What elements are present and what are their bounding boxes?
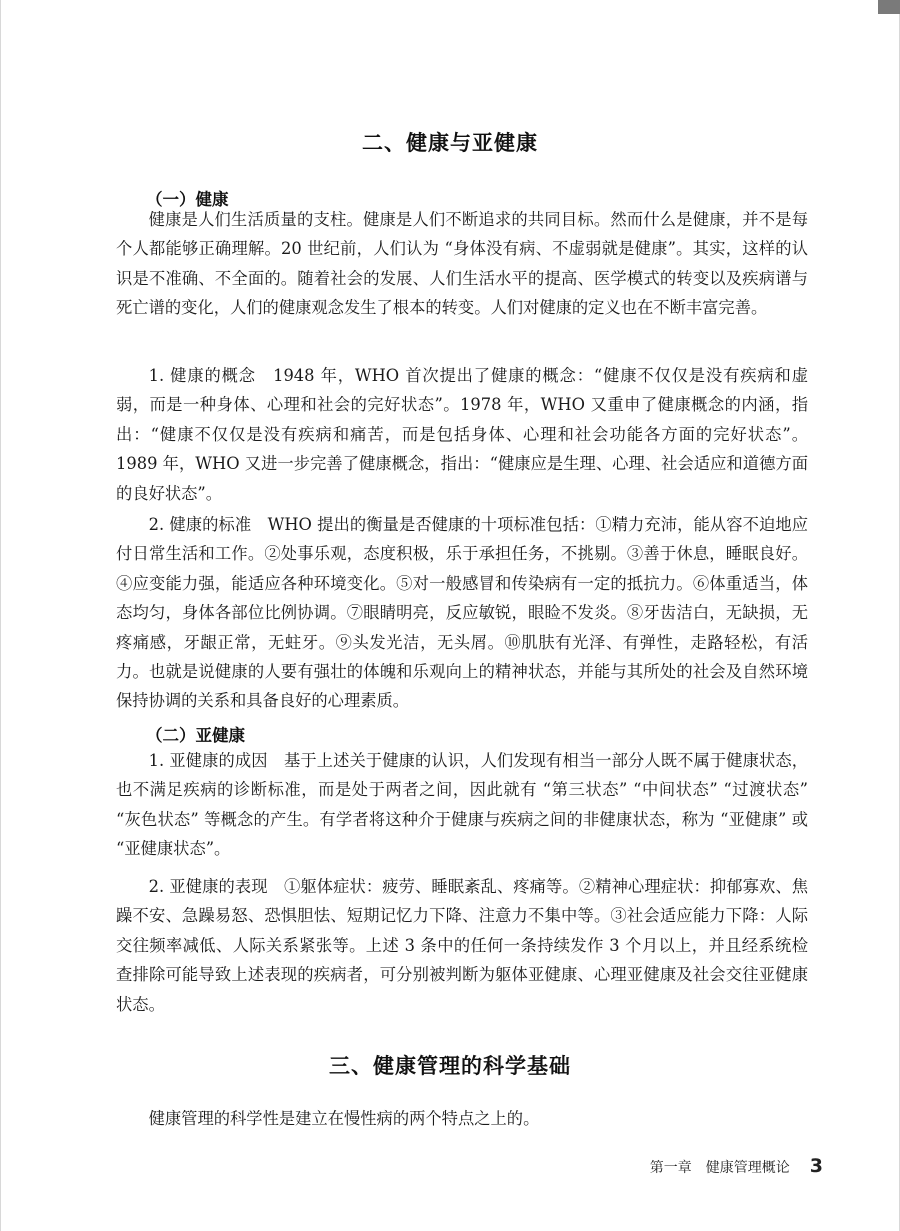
paragraph-health-standards	[116, 510, 808, 716]
paragraph-lead: 2. 健康的标准	[148, 515, 252, 534]
footer-chapter-title: 健康管理概论	[705, 1160, 790, 1176]
paragraph-text: 健康是人们生活质量的支柱。健康是人们不断追求的共同目标。然而什么是健康，并不是每个人都能够正确理解。20 世纪前，人们认为 “身体没有病、不虚弱就是健康”。其实，这样的认识是不准确、不全面的。随着社会的发展、人们生活水平的提高、医学模式的转变以及疾病谱与死亡谱的变化，人们的健康观念发生了根本的转变。人们对健康的定义也在不断丰富完善。	[116, 210, 808, 318]
paragraph-text: 健康管理的科学性是建立在慢性病的两个特点之上的。	[148, 1109, 540, 1128]
paragraph-text: ①躯体症状：疲劳、睡眠紊乱、疼痛等。②精神心理症状：抑郁寡欢、焦躁不安、急躁易怒、恐惧胆怯、短期记忆力下降、注意力不集中等。③社会适应能力下降：人际交往频率减低、人际关系紧张等。上述 3 条中的任何一条持续发作 3 个月以上，并且经系统检查排除可能导致上述表现的疾病者，可分别被判断为躯体亚健康、心理亚健康及社会交往亚健康状态。	[116, 877, 808, 1014]
paragraph-subhealth-symptoms	[116, 872, 808, 1019]
page-footer	[650, 1155, 823, 1177]
paragraph-lead: 2. 亚健康的表现	[148, 877, 268, 896]
corner-mark	[878, 0, 900, 14]
page-number: 3	[809, 1155, 823, 1177]
subheading-health: （一）健康	[146, 190, 229, 209]
footer-chapter: 第一章	[649, 1160, 692, 1176]
paragraph-health-concept	[116, 361, 808, 508]
paragraph-subhealth-cause	[116, 746, 808, 864]
paragraph-lead: 1. 健康的概念	[148, 366, 256, 385]
paragraph-text: 1948 年，WHO 首次提出了健康的概念：“健康不仅仅是没有疾病和虚弱，而是一种身体、心理和社会的完好状态”。1978 年，WHO 又重申了健康概念的内涵，指出：“健康不仅仅是没有疾病和痛苦，而是包括身体、心理和社会功能各方面的完好状态”。1989 年，WHO 又进一步完善了健康概念，指出：“健康应是生理、心理、社会适应和道德方面的良好状态”。	[116, 366, 808, 503]
page-edge-left	[0, 0, 1, 1231]
subheading-subhealth: （二）亚健康	[146, 726, 245, 745]
paragraph-health-intro	[116, 205, 808, 323]
paragraph-text: 基于上述关于健康的认识，人们发现有相当一部分人既不属于健康状态，也不满足疾病的诊断标准，而是处于两者之间，因此就有 “第三状态” “中间状态” “过渡状态” “灰色状态” 等概念的产生。有学者将这种介于健康与疾病之间的非健康状态，称为 “亚健康” 或 “亚健康状态”。	[116, 751, 808, 859]
paragraph-science-intro	[116, 1104, 808, 1133]
paragraph-text: WHO 提出的衡量是否健康的十项标准包括：①精力充沛，能从容不迫地应付日常生活和工作。②处事乐观，态度积极，乐于承担任务，不挑剔。③善于休息，睡眠良好。④应变能力强，能适应各种环境变化。⑤对一般感冒和传染病有一定的抵抗力。⑥体重适当，体态均匀，身体各部位比例协调。⑦眼睛明亮，反应敏锐，眼睑不发炎。⑧牙齿洁白，无缺损，无疼痛感，牙龈正常，无蛀牙。⑨头发光洁，无头屑。⑩肌肤有光泽、有弹性，走路轻松，有活力。也就是说健康的人要有强壮的体魄和乐观向上的精神状态，并能与其所处的社会及自然环境保持协调的关系和具备良好的心理素质。	[116, 515, 808, 711]
section-heading-science: 三、健康管理的科学基础	[329, 1054, 571, 1078]
section-heading-health: 二、健康与亚健康	[362, 131, 538, 155]
paragraph-lead: 1. 亚健康的成因	[148, 751, 268, 770]
